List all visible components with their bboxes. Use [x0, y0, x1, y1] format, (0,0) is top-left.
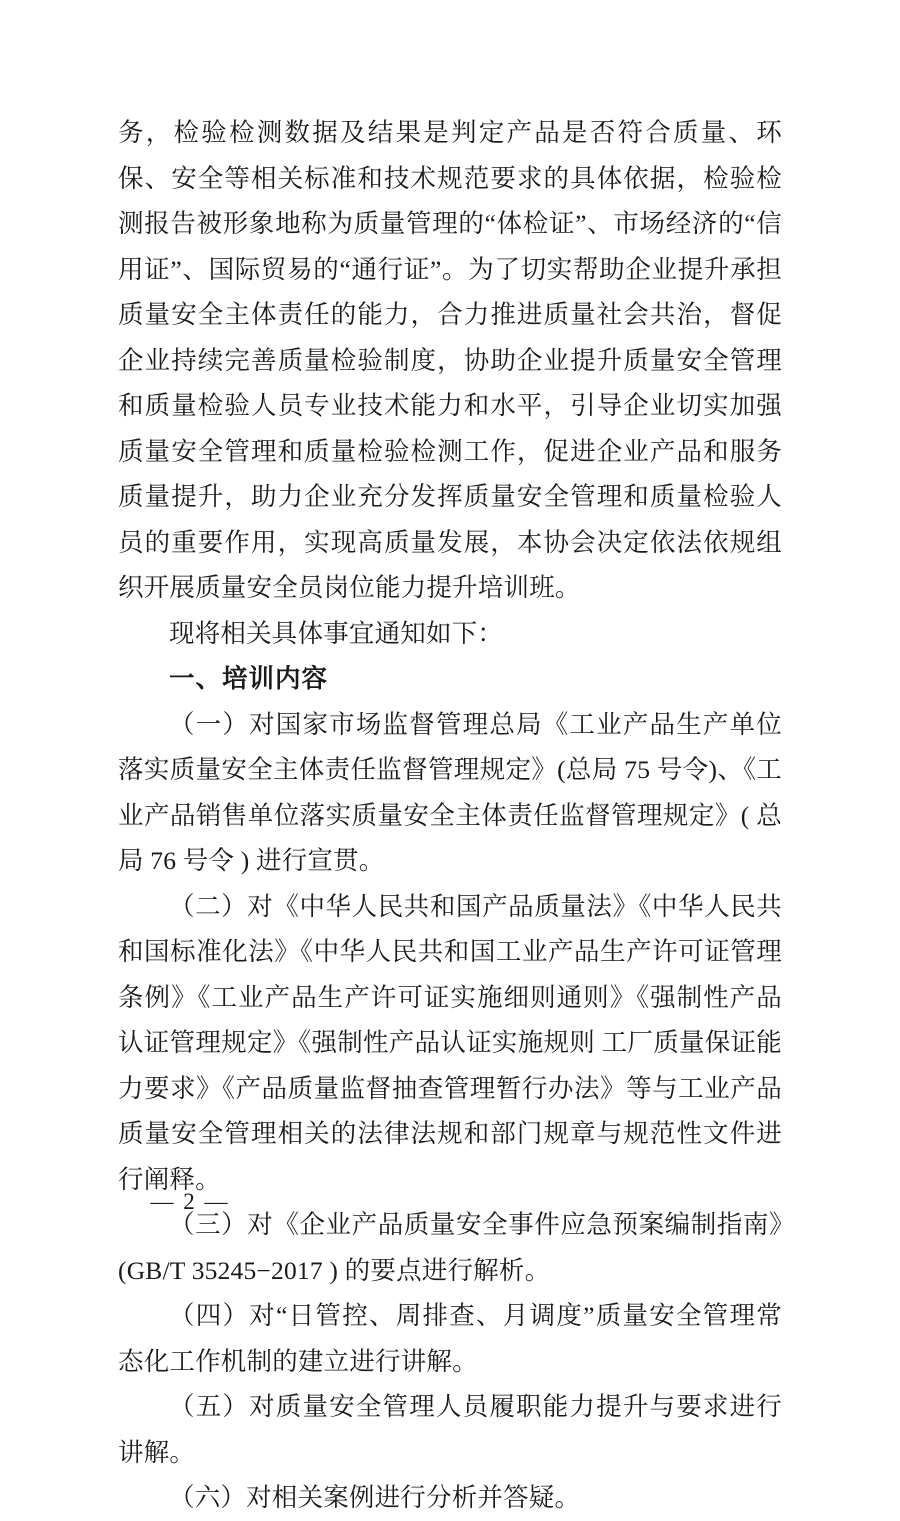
page-number	[0, 1189, 900, 1215]
list-item-3: （三）对《企业产品质量安全事件应急预案编制指南》(GB/T 35245−2017 ) 的要点进行解析。	[118, 1210, 782, 1285]
paragraph-notice: 现将相关具体事宜通知如下：	[169, 618, 504, 648]
paragraph-opening: 务，检验检测数据及结果是判定产品是否符合质量、环保、安全等相关标准和技术规范要求的具体依据，检验检测报告被形象地称为质量管理的“体检证”、市场经济的“信用证”、国际贸易的“通行证”。为了切实帮助企业提升承担质量安全主体责任的能力，合力推进质量社会共治，督促企业持续完善质量检验制度，协助企业提升质量安全管理和质量检验人员专业技术能力和水平，引导企业切实加强质量安全管理和质量检验检测工作，促进企业产品和服务质量提升，助力企业充分发挥质量安全管理和质量检验人员的重要作用，实现高质量发展，本协会决定依法依规组织开展质量安全员岗位能力提升培训班。	[118, 118, 782, 602]
list-item-6: （六）对相关案例进行分析并答疑。	[169, 1483, 581, 1512]
page-number-text: — 2 —	[150, 1189, 230, 1214]
list-item-4: （四）对“日管控、周排查、月调度”质量安全管理常态化工作机制的建立进行讲解。	[118, 1301, 782, 1376]
list-item-5: （五）对质量安全管理人员履职能力提升与要求进行讲解。	[118, 1392, 782, 1467]
list-item-2: （二）对《中华人民共和国产品质量法》《中华人民共和国标准化法》《中华人民共和国工业产品生产许可证管理条例》《工业产品生产许可证实施细则通则》《强制性产品认证管理规定》《强制性产品认证实施规则 工厂质量保证能力要求》《产品质量监督抽查管理暂行办法》等与工业产品质量安全管理相关的法律法规和部门规章与规范性文件进行阐释。	[118, 891, 782, 1194]
document-body	[118, 110, 782, 1521]
list-item-1: （一）对国家市场监督管理总局《工业产品生产单位落实质量安全主体责任监督管理规定》(总局 75 号令)、《工业产品销售单位落实质量安全主体责任监督管理规定》( 总局 76 号令 ) 进行宣贯。	[118, 709, 782, 875]
section-heading-training-content: 一、培训内容	[169, 664, 329, 693]
